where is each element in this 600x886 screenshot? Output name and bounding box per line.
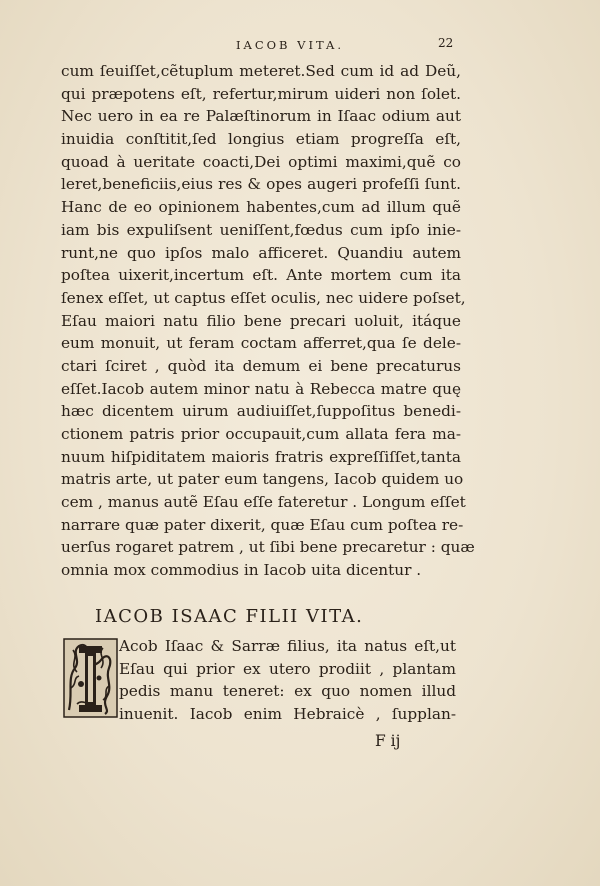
text-line: ctari ſciret , quòd ita demum ei bene precaturus [61,356,461,375]
text-line: Nec uero in ea re Palæſtinorum in Iſaac odium aut [61,107,461,126]
text-line: Acob Iſaac & Sarræ filius, ita natus eſt,ut [119,637,456,655]
text-line: Eſau qui prior ex utero prodiit , plantam [119,659,456,678]
running-head: IACOB VITA. [235,38,345,52]
signature-mark: F ij [375,732,401,750]
text-line: Eſau maiori natu filio bene precari uoluit, itáque [61,311,461,330]
text-line: qui præpotens eſt, refertur,mirum uideri non ſolet. [61,84,461,103]
text-line: eum monuit, ut feram coctam afferret,qua ſe dele- [61,334,461,353]
text-line: quoad à ueritate coacti,Dei optimi maximi,quẽ co [61,152,461,171]
text-line: poſtea uixerit,incertum eſt. Ante mortem cum ita [61,266,461,285]
text-line: matris arte, ut pater eum tangens, Iacob quidem uo [61,470,464,489]
text-line: inuidia conſtitit,ſed longius etiam progreſſa eſt, [61,130,461,149]
text-line: pedis manu teneret: ex quo nomen illud [119,682,456,701]
text-line: runt,ne quo ipſos malo afficeret. Quandiu autem [61,243,461,262]
text-line: ctionem patris prior occupauit,cum allata fera ma- [61,425,461,443]
text-line: ſenex eſſet, ut captus eſſet oculis, nec uidere poſset, [61,288,466,307]
text-line: eſſet.Iacob autem minor natu à Rebecca matre quę [61,379,461,398]
text-line: cum ſeuiſſet,cẽtuplum meteret.Sed cum id ad Deũ, [61,62,461,80]
text-line: uerſus rogaret patrem , ut ſibi bene precaretur : quæ [61,538,475,557]
text-line: leret,beneficiis,eius res & opes augeri profeſſi ſunt. [61,175,461,194]
text-line: nuum hiſpiditatem maioris fratris expreſſiſſet,tanta [61,447,461,466]
chapter-heading: IACOB ISAAC FILII VITA. [95,606,364,627]
text-line: narrare quæ pater dixerit, quæ Eſau cum poſtea re- [61,515,464,534]
text-line: inuenit. Iacob enim Hebraicè , ſupplan- [119,705,456,724]
body-text [61,60,475,582]
text-line: iam bis expuliſsent ueniſſent,fœdus cum ipſo inie- [61,220,461,239]
page-number: 22 [438,36,454,50]
text-line: hæc dicentem uirum audiuiſſet,ſuppoſitus benedi- [61,402,461,421]
text-line: omnia mox commodius in Iacob uita dicentur . [61,561,422,580]
text-line: cem , manus autẽ Eſau eſſe fateretur . Longum eſſet [61,493,466,512]
text-line: Hanc de eo opinionem habentes,cum ad illum quẽ [61,198,461,217]
chapter-text [61,635,456,726]
